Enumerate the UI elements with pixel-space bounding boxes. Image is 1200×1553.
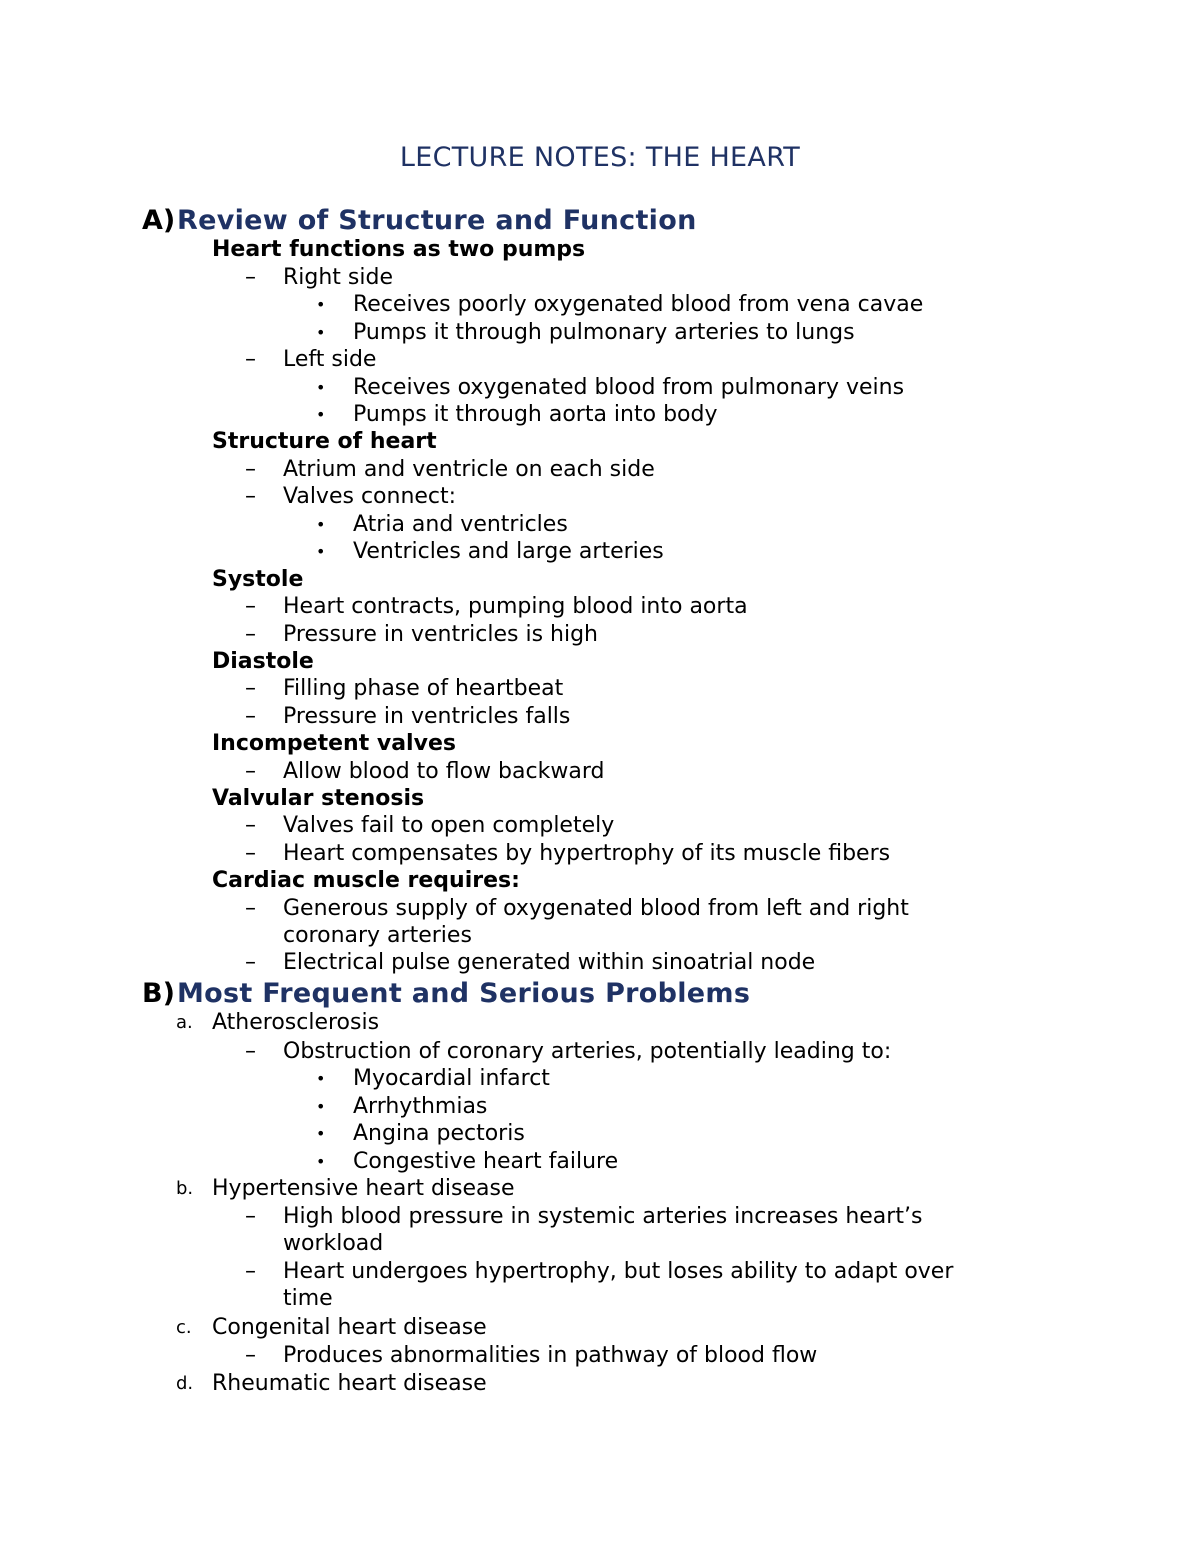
dash-marker: –: [245, 622, 256, 647]
subitem: Arrhythmias: [353, 1094, 488, 1119]
item: Produces abnormalities in pathway of blood flow: [283, 1343, 818, 1368]
bullet-marker: •: [316, 1152, 326, 1171]
bullet-marker: •: [316, 542, 326, 561]
subitem: Pumps it through aorta into body: [353, 402, 718, 427]
dash-marker: –: [245, 1039, 256, 1064]
bullet-marker: •: [316, 1069, 326, 1088]
item: Pressure in ventricles is high: [283, 622, 598, 647]
page-title: LECTURE NOTES: THE HEART: [399, 142, 801, 173]
subitem: Receives oxygenated blood from pulmonary veins: [353, 375, 905, 400]
item: Obstruction of coronary arteries, potentially leading to:: [283, 1039, 892, 1064]
item: Atrium and ventricle on each side: [283, 457, 655, 482]
item-continuation: time: [283, 1286, 333, 1311]
dash-marker: –: [245, 265, 256, 290]
item-right-side: Right side: [283, 265, 393, 290]
topic-structure: Structure of heart: [212, 429, 437, 454]
alpha-marker: d.: [176, 1373, 194, 1394]
subitem: Angina pectoris: [353, 1121, 525, 1146]
dash-marker: –: [245, 1343, 256, 1368]
dash-marker: –: [245, 704, 256, 729]
item: Heart undergoes hypertrophy, but loses ability to adapt over: [283, 1259, 954, 1284]
topic-cardiac-muscle: Cardiac muscle requires:: [212, 868, 520, 893]
bullet-marker: •: [316, 295, 326, 314]
problem-atherosclerosis: Atherosclerosis: [212, 1010, 380, 1035]
dash-marker: –: [245, 457, 256, 482]
item: High blood pressure in systemic arteries increases heart’s: [283, 1204, 923, 1229]
problem-congenital: Congenital heart disease: [212, 1315, 487, 1340]
bullet-marker: •: [316, 1124, 326, 1143]
dash-marker: –: [245, 347, 256, 372]
dash-marker: –: [245, 896, 256, 921]
topic-valvular-stenosis: Valvular stenosis: [212, 786, 425, 811]
dash-marker: –: [245, 676, 256, 701]
alpha-marker: b.: [176, 1178, 194, 1199]
bullet-marker: •: [316, 1097, 326, 1116]
item: Heart compensates by hypertrophy of its muscle fibers: [283, 841, 891, 866]
dash-marker: –: [245, 813, 256, 838]
alpha-marker: c.: [176, 1317, 192, 1338]
item-continuation: workload: [283, 1231, 384, 1256]
problem-rheumatic: Rheumatic heart disease: [212, 1371, 487, 1396]
item-left-side: Left side: [283, 347, 377, 372]
subitem: Receives poorly oxygenated blood from vena cavae: [353, 292, 924, 317]
item: Generous supply of oxygenated blood from left and right: [283, 896, 909, 921]
dash-marker: –: [245, 841, 256, 866]
bullet-marker: •: [316, 405, 326, 424]
item: Valves fail to open completely: [283, 813, 615, 838]
section-a-header: [142, 203, 697, 239]
bullet-marker: •: [316, 378, 326, 397]
item: Valves connect:: [283, 484, 457, 509]
dash-marker: –: [245, 1204, 256, 1229]
subitem: Myocardial infarct: [353, 1066, 550, 1091]
dash-marker: –: [245, 759, 256, 784]
dash-marker: –: [245, 950, 256, 975]
subitem: Pumps it through pulmonary arteries to lungs: [353, 320, 855, 345]
problem-hypertensive: Hypertensive heart disease: [212, 1176, 515, 1201]
subitem: Ventricles and large arteries: [353, 539, 664, 564]
alpha-marker: a.: [176, 1012, 193, 1033]
topic-incompetent-valves: Incompetent valves: [212, 731, 456, 756]
topic-systole: Systole: [212, 567, 304, 592]
section-letter: A): [142, 205, 176, 236]
dash-marker: –: [245, 1259, 256, 1284]
bullet-marker: •: [316, 515, 326, 534]
subitem: Congestive heart failure: [353, 1149, 619, 1174]
section-heading: Review of Structure and Function: [177, 205, 697, 236]
dash-marker: –: [245, 484, 256, 509]
section-letter: B): [142, 978, 175, 1009]
topic-diastole: Diastole: [212, 649, 314, 674]
item: Pressure in ventricles falls: [283, 704, 571, 729]
item: Electrical pulse generated within sinoatrial node: [283, 950, 816, 975]
section-heading: Most Frequent and Serious Problems: [177, 978, 751, 1009]
subitem: Atria and ventricles: [353, 512, 568, 537]
section-b-header: [142, 976, 750, 1012]
item-continuation: coronary arteries: [283, 923, 472, 948]
item: Heart contracts, pumping blood into aorta: [283, 594, 748, 619]
item: Allow blood to flow backward: [283, 759, 605, 784]
bullet-marker: •: [316, 323, 326, 342]
topic-two-pumps: Heart functions as two pumps: [212, 237, 586, 262]
dash-marker: –: [245, 594, 256, 619]
item: Filling phase of heartbeat: [283, 676, 564, 701]
